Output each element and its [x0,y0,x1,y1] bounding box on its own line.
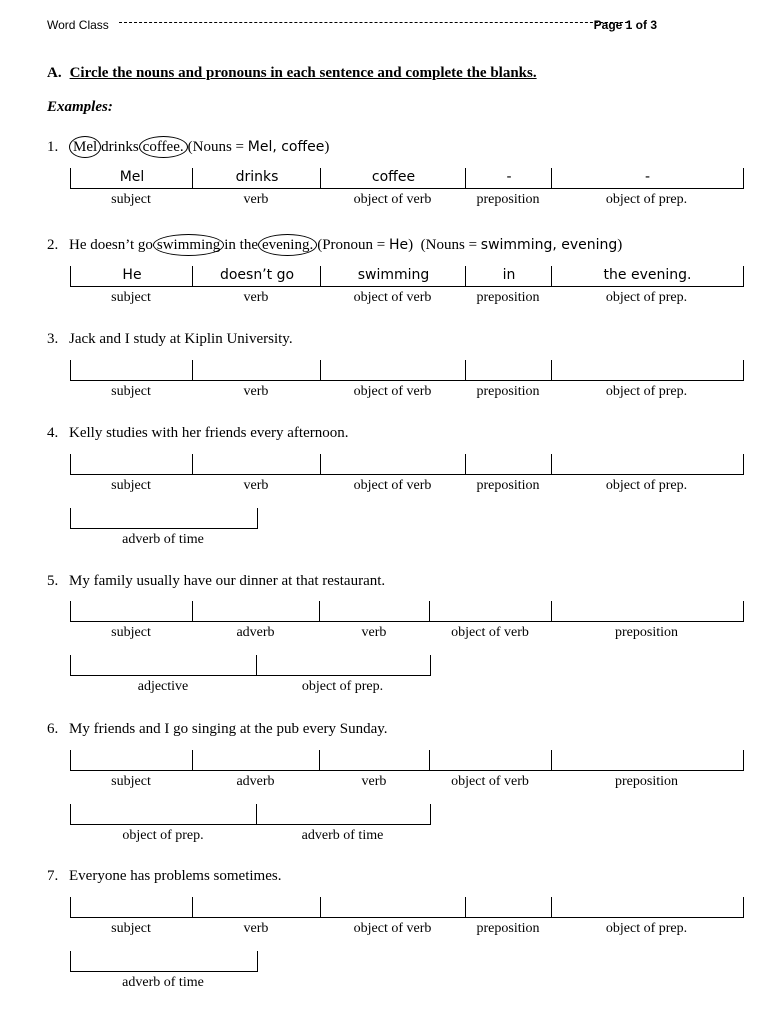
blank-preposition[interactable] [465,168,552,189]
label-preposition: preposition [476,921,540,936]
label-adjective: adjective [137,679,189,694]
circled-noun: swimming [153,234,224,256]
note-answer: swimming, evening [480,237,618,253]
label-subject: subject [111,192,151,207]
label-object-of-verb: object of verb [353,921,432,936]
note-answer: He [389,237,409,253]
circled-noun: Mel [69,136,101,158]
sentence-7 [47,868,281,885]
note-close: ) [324,139,330,155]
document-title: Word Class [47,18,109,32]
answer-text: the evening. [603,267,692,283]
blank-verb[interactable] [192,168,321,189]
label-object-of-prep: object of prep. [605,192,688,207]
label-preposition: preposition [476,478,540,493]
blank-object-of-prep[interactable] [256,655,431,676]
blank-preposition[interactable] [465,454,552,475]
blank-verb[interactable] [319,750,430,771]
blank-object-of-verb[interactable] [320,266,466,287]
blank-object-of-verb[interactable] [320,168,466,189]
label-adverb-of-time: adverb of time [122,975,204,990]
page-header [47,18,657,36]
sentence-number: 4. [47,425,59,441]
sentence-text: Jack and I study at Kiplin University. [69,331,293,347]
label-verb: verb [243,192,269,207]
label-object-of-verb: object of verb [353,290,432,305]
sentence-number: 7. [47,868,59,884]
sentence-number: 3. [47,331,59,347]
blank-adjective[interactable] [70,655,257,676]
blank-adverb-of-time[interactable] [70,951,258,972]
section-letter: A. [47,65,62,81]
label-subject: subject [111,921,151,936]
label-object-of-prep: object of prep. [605,921,688,936]
blank-subject[interactable] [70,266,193,287]
answer-text: drinks [235,169,279,185]
label-object-of-verb: object of verb [353,384,432,399]
label-preposition: preposition [615,774,678,789]
answer-text: in [502,267,516,283]
blank-object-of-prep[interactable] [551,360,744,381]
note-close: ) [408,237,414,253]
note-label: (Nouns = [420,237,478,253]
blank-subject[interactable] [70,750,193,771]
circled-noun: coffee. [139,136,188,158]
blank-subject[interactable] [70,168,193,189]
label-verb: verb [361,774,387,789]
label-adverb: adverb [236,774,275,789]
blank-verb[interactable] [192,360,321,381]
note-label: (Pronoun = [317,237,386,253]
blank-object-of-prep[interactable] [551,454,744,475]
sentence-3 [47,331,293,348]
sentence-1 [47,136,329,158]
label-adverb-of-time: adverb of time [122,532,204,547]
label-verb: verb [243,478,269,493]
label-subject: subject [111,625,151,640]
label-object-of-verb: object of verb [353,192,432,207]
blank-adverb[interactable] [192,601,320,622]
note-close: ) [617,237,623,253]
note-answer: Mel, coffee [247,139,325,155]
sentence-text: Kelly studies with her friends every afternoon. [69,425,349,441]
blank-object-of-verb[interactable] [320,897,466,918]
label-object-of-prep: object of prep. [605,290,688,305]
label-object-of-prep: object of prep. [301,679,384,694]
blank-object-of-verb[interactable] [320,360,466,381]
sentence-text: in the [224,237,258,253]
examples-label: Examples: [47,99,113,115]
label-object-of-verb: object of verb [353,478,432,493]
label-adverb-of-time: adverb of time [301,828,384,843]
sentence-text: My family usually have our dinner at that restaurant. [69,573,386,589]
label-preposition: preposition [476,384,540,399]
label-preposition: preposition [476,290,540,305]
blank-object-of-prep[interactable] [551,266,744,287]
blank-preposition[interactable] [465,897,552,918]
sentence-number: 6. [47,721,59,737]
blank-subject[interactable] [70,601,193,622]
answer-text: coffee [371,169,416,185]
sentence-text: My friends and I go singing at the pub every Sunday. [69,721,388,737]
blank-adverb-of-time[interactable] [70,508,258,529]
answer-text: - [644,169,651,185]
blank-verb[interactable] [192,454,321,475]
blank-verb[interactable] [192,897,321,918]
blank-adverb[interactable] [192,750,320,771]
label-subject: subject [111,384,151,399]
note-label: (Nouns = [187,139,244,155]
blank-verb[interactable] [192,266,321,287]
blank-subject[interactable] [70,454,193,475]
blank-subject[interactable] [70,360,193,381]
blank-object-of-verb[interactable] [429,750,552,771]
sentence-number: 1. [47,139,59,155]
label-adverb: adverb [236,625,275,640]
label-object-of-prep: object of prep. [122,828,204,843]
blank-object-of-prep[interactable] [551,168,744,189]
answer-text: He [122,267,142,283]
sentence-number: 5. [47,573,59,589]
blank-preposition[interactable] [551,601,744,622]
label-object-of-verb: object of verb [451,625,529,640]
blank-preposition[interactable] [465,360,552,381]
blank-adverb-of-time[interactable] [256,804,431,825]
sentence-text: Everyone has problems sometimes. [69,868,282,884]
blank-object-of-verb[interactable] [429,601,552,622]
answer-text: swimming [357,267,430,283]
sentence-5 [47,573,385,590]
blank-object-of-verb[interactable] [320,454,466,475]
label-verb: verb [243,384,269,399]
section-heading [47,65,537,82]
answer-text: - [506,169,512,185]
sentence-4 [47,425,349,442]
circled-noun: evening. [258,234,317,256]
answer-text: Mel [119,169,145,185]
label-subject: subject [111,774,151,789]
label-verb: verb [243,921,269,936]
sentence-2 [47,234,622,256]
label-verb: verb [361,625,387,640]
blank-preposition[interactable] [551,750,744,771]
answer-text: doesn’t go [219,267,295,283]
sentence-6 [47,721,388,738]
sentence-number: 2. [47,237,59,253]
section-instruction: Circle the nouns and pronouns in each sentence and complete the blanks. [69,65,537,81]
label-object-of-verb: object of verb [451,774,529,789]
sentence-text: He doesn’t go [69,237,153,253]
blank-object-of-prep[interactable] [551,897,744,918]
blank-verb[interactable] [319,601,430,622]
page-number: Page 1 of 3 [593,18,657,32]
blank-subject[interactable] [70,897,193,918]
label-preposition: preposition [476,192,540,207]
header-divider [119,22,628,23]
label-object-of-prep: object of prep. [605,478,688,493]
label-subject: subject [111,478,151,493]
sentence-word: drinks [101,139,139,155]
label-verb: verb [243,290,269,305]
blank-object-of-prep[interactable] [70,804,257,825]
blank-preposition[interactable] [465,266,552,287]
label-object-of-prep: object of prep. [605,384,688,399]
label-preposition: preposition [615,625,678,640]
label-subject: subject [111,290,151,305]
